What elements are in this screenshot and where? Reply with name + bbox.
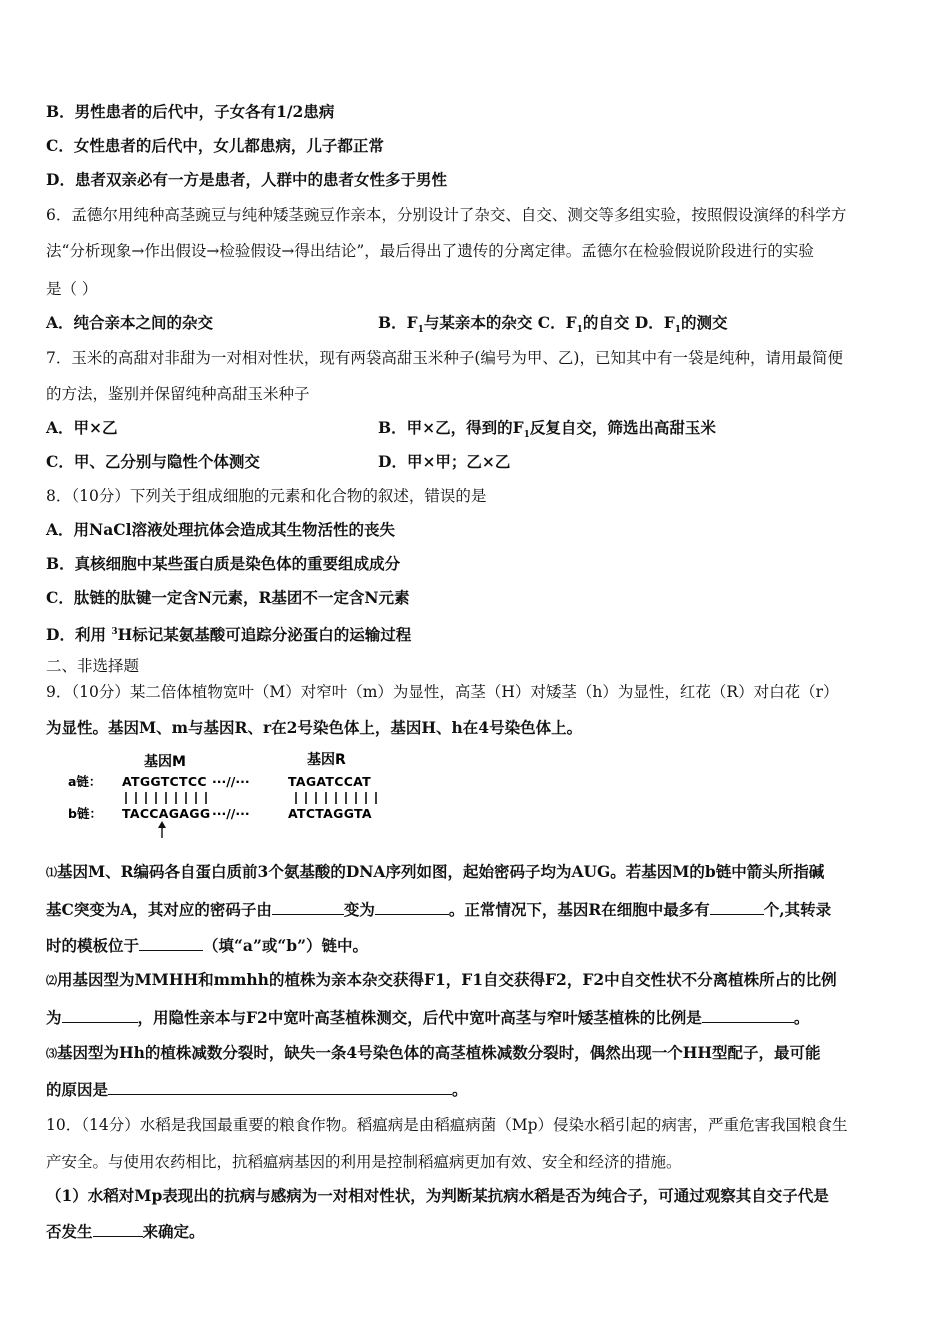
q9-part2-line2: 为 ，用隐性亲本与F2中宽叶高茎植株测交，后代中宽叶高茎与窄叶矮茎植株的比例是 。 xyxy=(46,1008,810,1027)
gene-m-label: 基因M xyxy=(144,754,186,770)
answer-blank[interactable] xyxy=(375,900,449,915)
answer-blank[interactable] xyxy=(93,1222,143,1237)
b-chain-break: ···//··· xyxy=(212,806,250,821)
q9-stem-line1: 9．（10分）某二倍体植物宽叶（M）对窄叶（m）为显性，高茎（H）对矮茎（h）为显性，红花（R）对白花（r） xyxy=(46,683,839,701)
q7-option-a: A．甲×乙 xyxy=(46,418,118,437)
base-pair-bonds xyxy=(126,792,376,804)
q6-stem-line2: 法“分析现象→作出假设→检验假设→得出结论”，最后得出了遗传的分离定律。孟德尔在检验假说阶段进行的实验 xyxy=(46,242,814,260)
a-chain-label: a链： xyxy=(68,774,102,789)
q7-stem-line1: 7．玉米的高甜对非甜为一对相对性状，现有两袋高甜玉米种子(编号为甲、乙)，已知其中有一袋是纯种，请用最简便 xyxy=(46,349,843,367)
b-chain-left-seq: TACCAGAGG xyxy=(122,806,211,821)
q10-part1-line1: （1）水稻对Mp表现出的抗病与感病为一对相对性状，为判断某抗病水稻是否为纯合子，可通过观察其自交子代是 xyxy=(46,1186,829,1205)
q5-option-c: C．女性患者的后代中，女儿都患病，儿子都正常 xyxy=(46,136,384,155)
q7-option-b: B．甲×乙，得到的$F_1$反复自交，筛选出高甜玉米 xyxy=(378,418,716,441)
q5-option-b: B．男性患者的后代中，子女各有1/2患病 xyxy=(46,102,335,121)
answer-blank[interactable] xyxy=(702,1008,794,1023)
answer-blank[interactable] xyxy=(139,936,203,951)
q8-option-b: B．真核细胞中某些蛋白质是染色体的重要组成成分 xyxy=(46,554,401,573)
q5-option-d: D．患者双亲必有一方是患者，人群中的患者女性多于男性 xyxy=(46,170,447,189)
q8-option-c: C．肽链的肽键一定含N元素，R基团不一定含N元素 xyxy=(46,588,410,607)
q10-stem-line1: 10．（14分）水稻是我国最重要的粮食作物。稻瘟病是由稻瘟病菌（Mp）侵染水稻引起的病害，严重危害我国粮食生 xyxy=(46,1116,848,1134)
mutation-arrow-icon xyxy=(158,821,166,838)
q10-part1-line2: 否发生 来确定。 xyxy=(46,1222,205,1241)
answer-blank[interactable] xyxy=(272,900,344,915)
q8-option-d: D．利用 $^3$H标记某氨基酸可追踪分泌蛋白的运输过程 xyxy=(46,625,412,645)
q9-stem-line2: 为显性。基因M、m与基因R、r在2号染色体上，基因H、h在4号染色体上。 xyxy=(46,718,583,737)
q6-option-a: A．纯合亲本之间的杂交 xyxy=(46,313,214,332)
answer-blank[interactable] xyxy=(62,1008,138,1023)
q7-stem-line2: 的方法，鉴别并保留纯种高甜玉米种子 xyxy=(46,385,310,403)
answer-blank[interactable] xyxy=(108,1080,452,1095)
q9-part1-line2: 基C突变为A，其对应的密码子由 变为 。正常情况下，基因R在细胞中最多有 个,其转录 xyxy=(46,900,832,919)
b-chain-label: b链： xyxy=(68,806,102,821)
q9-part1-line1: ⑴基因M、R编码各自蛋白质前3个氨基酸的DNA序列如图，起始密码子均为AUG。若基因M的b链中箭头所指碱 xyxy=(46,862,825,881)
q6-stem-line1: 6．孟德尔用纯种高茎豌豆与纯种矮茎豌豆作亲本，分别设计了杂交、自交、测交等多组实验，按照假设演绎的科学方 xyxy=(46,206,847,224)
dna-sequence-figure xyxy=(66,748,406,840)
q9-part3-line1: ⑶基因型为Hh的植株减数分裂时，缺失一条4号染色体的高茎植株减数分裂时，偶然出现一个HH型配子，最可能 xyxy=(46,1043,821,1062)
q7-option-d: D．甲×甲；乙×乙 xyxy=(378,452,511,471)
section-heading: 二、非选择题 xyxy=(46,657,140,675)
answer-blank[interactable] xyxy=(710,900,764,915)
q10-stem-line2: 产安全。与使用农药相比，抗稻瘟病基因的利用是控制稻瘟病更加有效、安全和经济的措施。 xyxy=(46,1153,682,1171)
a-chain-left-seq: ATGGTCTCC xyxy=(122,774,207,789)
q8-stem: 8．（10分）下列关于组成细胞的元素和化合物的叙述，错误的是 xyxy=(46,487,487,505)
a-chain-right-seq: TAGATCCAT xyxy=(288,774,371,789)
q6-stem-line3: 是（ ） xyxy=(46,280,98,298)
q7-option-c: C．甲、乙分别与隐性个体测交 xyxy=(46,452,260,471)
q8-option-a: A．用NaCl溶液处理抗体会造成其生物活性的丧失 xyxy=(46,520,395,539)
gene-r-label: 基因R xyxy=(307,752,346,768)
q9-part1-line3: 时的模板位于 （填“a”或“b”）链中。 xyxy=(46,936,369,955)
q9-part3-line2: 的原因是 。 xyxy=(46,1080,468,1099)
q9-part2-line1: ⑵用基因型为MMHH和mmhh的植株为亲本杂交获得F1，F1自交获得F2，F2中自交性状不分离植株所占的比例 xyxy=(46,970,837,989)
a-chain-break: ···//··· xyxy=(212,774,250,789)
b-chain-right-seq: ATCTAGGTA xyxy=(288,806,372,821)
q6-options-bcd: B．$F_1$与某亲本的杂交 C．$F_1$的自交 D．$F_1$的测交 xyxy=(378,313,728,336)
